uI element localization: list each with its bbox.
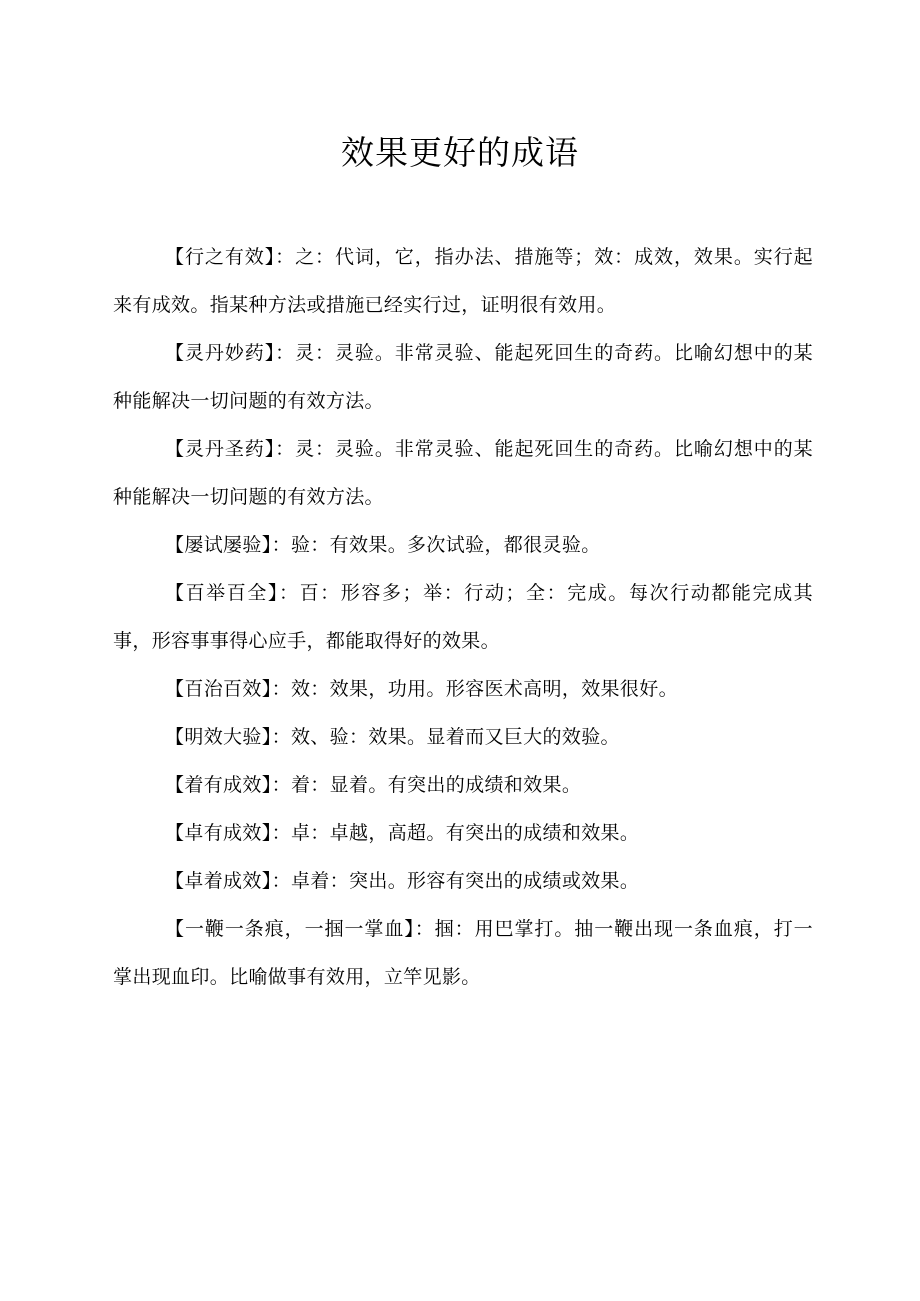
idiom-entry: 【屡试屡验】：验：有效果。多次试验，都很灵验。 xyxy=(165,534,601,556)
idiom-entry: 【卓有成效】：卓：卓越，高超。有突出的成绩和效果。 xyxy=(165,822,640,844)
idiom-entry: 【一鞭一条痕，一掴一掌血】：掴：用巴掌打。抽一鞭出现一条血痕，打一掌出现血印。比喻做事有效用，立竿见影。 xyxy=(113,918,813,988)
idiom-entry: 【行之有效】：之：代词，它，指办法、措施等；效：成效，效果。实行起来有成效。指某种方法或措施已经实行过，证明很有效用。 xyxy=(113,246,813,316)
page-title: 效果更好的成语 xyxy=(341,133,579,172)
idiom-list xyxy=(113,233,813,1001)
idiom-entry: 【灵丹妙药】：灵：灵验。非常灵验、能起死回生的奇药。比喻幻想中的某种能解决一切问题的有效方法。 xyxy=(113,342,813,412)
idiom-entry: 【百治百效】：效：效果，功用。形容医术高明，效果很好。 xyxy=(165,678,678,700)
idiom-entry: 【百举百全】：百：形容多；举：行动；全：完成。每次行动都能完成其事，形容事事得心应手，都能取得好的效果。 xyxy=(113,582,813,652)
idiom-entry: 【着有成效】：着：显着。有突出的成绩和效果。 xyxy=(165,774,582,796)
idiom-entry: 【卓着成效】：卓着：突出。形容有突出的成绩或效果。 xyxy=(165,870,640,892)
idiom-entry: 【灵丹圣药】：灵：灵验。非常灵验、能起死回生的奇药。比喻幻想中的某种能解决一切问题的有效方法。 xyxy=(113,438,813,508)
idiom-entry: 【明效大验】：效、验：效果。显着而又巨大的效验。 xyxy=(165,726,620,748)
